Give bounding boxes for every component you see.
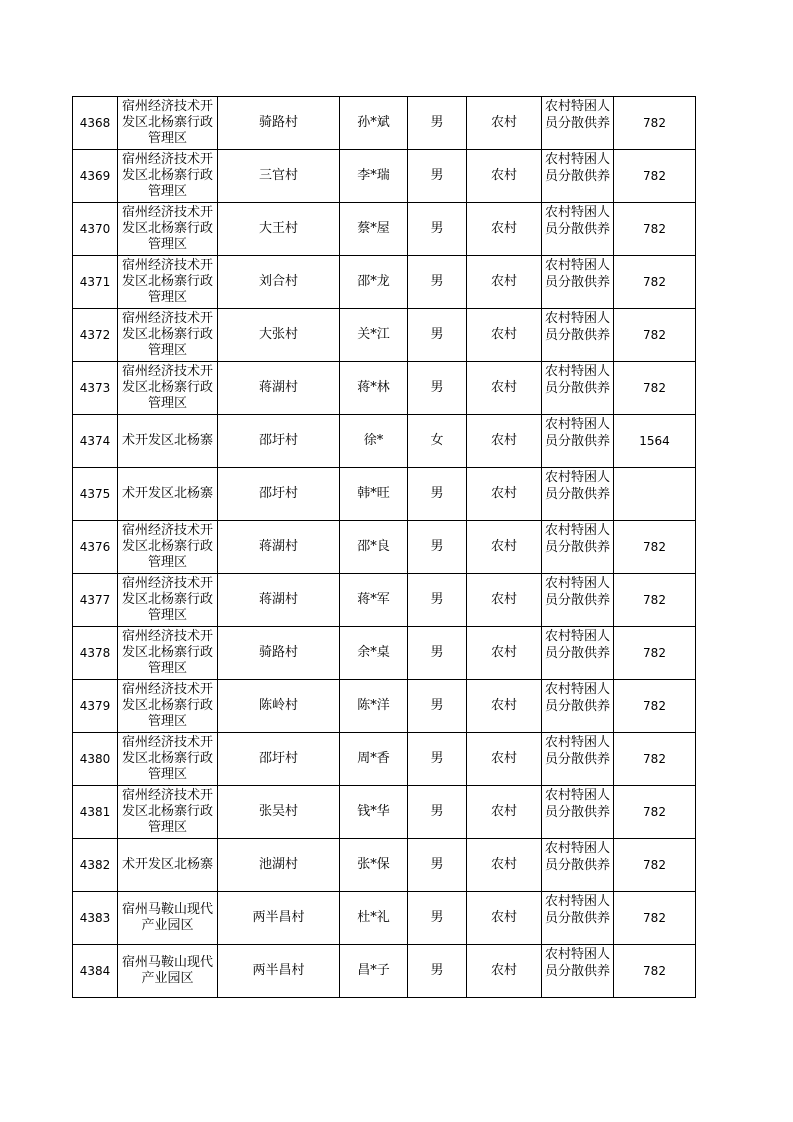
cell-support-type-text: 农村特困人员分散供养 (544, 99, 610, 131)
table-row (73, 733, 696, 786)
cell-amount: 782 (614, 521, 696, 574)
cell-support-type (542, 362, 614, 415)
table-row (73, 415, 696, 468)
cell-residence: 农村 (467, 945, 542, 998)
cell-village: 邵圩村 (218, 415, 340, 468)
cell-serial-number: 4381 (73, 786, 118, 839)
cell-support-type (542, 680, 614, 733)
cell-name: 李*瑞 (340, 150, 408, 203)
cell-village: 三官村 (218, 150, 340, 203)
cell-support-type-text: 农村特困人员分散供养 (544, 258, 610, 290)
table-row (73, 309, 696, 362)
cell-name: 杜*礼 (340, 892, 408, 945)
cell-residence: 农村 (467, 97, 542, 150)
cell-name: 余*桌 (340, 627, 408, 680)
cell-residence: 农村 (467, 521, 542, 574)
cell-name: 孙*斌 (340, 97, 408, 150)
cell-amount: 782 (614, 786, 696, 839)
cell-support-type (542, 786, 614, 839)
cell-area-text: 宿州经济技术开发区北杨寨行政管理区 (121, 788, 213, 835)
cell-village: 两半昌村 (218, 892, 340, 945)
cell-amount: 782 (614, 309, 696, 362)
relief-roster-table (72, 96, 696, 998)
cell-residence: 农村 (467, 839, 542, 892)
cell-support-type-text: 农村特困人员分散供养 (544, 311, 610, 343)
cell-name: 蔡*屋 (340, 203, 408, 256)
cell-village: 池湖村 (218, 839, 340, 892)
cell-name: 邵*龙 (340, 256, 408, 309)
table-row (73, 627, 696, 680)
cell-gender: 男 (408, 362, 467, 415)
table-row (73, 468, 696, 521)
cell-support-type (542, 733, 614, 786)
cell-support-type (542, 468, 614, 521)
cell-serial-number: 4368 (73, 97, 118, 150)
cell-serial-number: 4377 (73, 574, 118, 627)
cell-name: 陈*洋 (340, 680, 408, 733)
cell-serial-number: 4382 (73, 839, 118, 892)
cell-support-type (542, 256, 614, 309)
cell-support-type-text: 农村特困人员分散供养 (544, 364, 610, 396)
cell-amount: 782 (614, 574, 696, 627)
cell-serial-number: 4369 (73, 150, 118, 203)
table-row (73, 892, 696, 945)
cell-area (118, 256, 218, 309)
cell-village: 骑路村 (218, 97, 340, 150)
cell-serial-number: 4371 (73, 256, 118, 309)
cell-area (118, 680, 218, 733)
cell-serial-number: 4384 (73, 945, 118, 998)
cell-area (118, 309, 218, 362)
cell-support-type (542, 150, 614, 203)
cell-area (118, 574, 218, 627)
cell-residence: 农村 (467, 415, 542, 468)
cell-support-type-text: 农村特困人员分散供养 (544, 682, 610, 714)
cell-amount: 782 (614, 150, 696, 203)
cell-serial-number: 4375 (73, 468, 118, 521)
cell-amount (614, 468, 696, 521)
cell-support-type (542, 521, 614, 574)
cell-name: 蒋*军 (340, 574, 408, 627)
cell-gender: 男 (408, 468, 467, 521)
cell-amount: 782 (614, 97, 696, 150)
cell-area-text: 宿州经济技术开发区北杨寨行政管理区 (121, 311, 213, 358)
cell-area (118, 786, 218, 839)
cell-support-type-text: 农村特困人员分散供养 (544, 470, 610, 502)
cell-support-type-text: 农村特困人员分散供养 (544, 841, 610, 873)
cell-residence: 农村 (467, 362, 542, 415)
cell-area-text: 宿州经济技术开发区北杨寨行政管理区 (121, 629, 213, 676)
cell-support-type (542, 203, 614, 256)
cell-support-type-text: 农村特困人员分散供养 (544, 788, 610, 820)
cell-amount: 782 (614, 892, 696, 945)
cell-amount: 782 (614, 256, 696, 309)
cell-serial-number: 4374 (73, 415, 118, 468)
cell-serial-number: 4372 (73, 309, 118, 362)
cell-area-text: 宿州经济技术开发区北杨寨行政管理区 (121, 152, 213, 199)
table-row (73, 786, 696, 839)
cell-area-text: 宿州经济技术开发区北杨寨行政管理区 (121, 735, 213, 782)
table-body (73, 97, 696, 998)
cell-support-type-text: 农村特困人员分散供养 (544, 947, 610, 979)
cell-residence: 农村 (467, 256, 542, 309)
cell-village: 陈岭村 (218, 680, 340, 733)
cell-serial-number: 4383 (73, 892, 118, 945)
cell-name: 关*江 (340, 309, 408, 362)
cell-village: 张吴村 (218, 786, 340, 839)
cell-support-type-text: 农村特困人员分散供养 (544, 523, 610, 555)
cell-area-text: 宿州经济技术开发区北杨寨行政管理区 (121, 576, 213, 623)
table-row (73, 362, 696, 415)
cell-gender: 男 (408, 680, 467, 733)
cell-gender: 男 (408, 733, 467, 786)
cell-amount: 1564 (614, 415, 696, 468)
cell-area (118, 468, 218, 521)
cell-area-text: 宿州经济技术开发区北杨寨行政管理区 (121, 682, 213, 729)
cell-name: 邵*良 (340, 521, 408, 574)
cell-village: 刘合村 (218, 256, 340, 309)
cell-village: 蒋湖村 (218, 574, 340, 627)
cell-name: 昌*子 (340, 945, 408, 998)
cell-village: 大王村 (218, 203, 340, 256)
cell-name: 徐* (340, 415, 408, 468)
table-row (73, 150, 696, 203)
cell-village: 蒋湖村 (218, 362, 340, 415)
cell-support-type-text: 农村特困人员分散供养 (544, 629, 610, 661)
cell-amount: 782 (614, 733, 696, 786)
cell-area (118, 150, 218, 203)
cell-gender: 男 (408, 627, 467, 680)
cell-gender: 男 (408, 203, 467, 256)
cell-area (118, 627, 218, 680)
cell-support-type-text: 农村特困人员分散供养 (544, 205, 610, 237)
cell-area (118, 97, 218, 150)
cell-amount: 782 (614, 945, 696, 998)
cell-area-text: 宿州马鞍山现代产业园区 (121, 955, 213, 986)
table-row (73, 945, 696, 998)
cell-village: 大张村 (218, 309, 340, 362)
cell-gender: 男 (408, 574, 467, 627)
cell-support-type-text: 农村特困人员分散供养 (544, 576, 610, 608)
table-row (73, 521, 696, 574)
cell-support-type (542, 309, 614, 362)
cell-gender: 男 (408, 150, 467, 203)
cell-support-type (542, 97, 614, 150)
cell-amount: 782 (614, 203, 696, 256)
cell-residence: 农村 (467, 892, 542, 945)
cell-residence: 农村 (467, 680, 542, 733)
cell-serial-number: 4380 (73, 733, 118, 786)
cell-gender: 男 (408, 945, 467, 998)
table-row (73, 574, 696, 627)
cell-gender: 男 (408, 892, 467, 945)
cell-gender: 女 (408, 415, 467, 468)
cell-support-type-text: 农村特困人员分散供养 (544, 735, 610, 767)
cell-residence: 农村 (467, 150, 542, 203)
cell-residence: 农村 (467, 627, 542, 680)
cell-area-text: 术开发区北杨寨 (121, 857, 213, 872)
cell-area-text: 宿州经济技术开发区北杨寨行政管理区 (121, 99, 213, 146)
cell-area (118, 733, 218, 786)
cell-amount: 782 (614, 362, 696, 415)
cell-residence: 农村 (467, 203, 542, 256)
cell-residence: 农村 (467, 309, 542, 362)
cell-gender: 男 (408, 521, 467, 574)
cell-area (118, 203, 218, 256)
cell-gender: 男 (408, 786, 467, 839)
cell-area-text: 宿州马鞍山现代产业园区 (121, 902, 213, 933)
table-row (73, 256, 696, 309)
cell-serial-number: 4373 (73, 362, 118, 415)
cell-support-type-text: 农村特困人员分散供养 (544, 152, 610, 184)
cell-serial-number: 4378 (73, 627, 118, 680)
cell-support-type (542, 892, 614, 945)
cell-name: 张*保 (340, 839, 408, 892)
cell-village: 蒋湖村 (218, 521, 340, 574)
cell-area (118, 362, 218, 415)
cell-support-type (542, 415, 614, 468)
cell-area-text: 宿州经济技术开发区北杨寨行政管理区 (121, 364, 213, 411)
cell-serial-number: 4376 (73, 521, 118, 574)
cell-gender: 男 (408, 97, 467, 150)
cell-amount: 782 (614, 680, 696, 733)
cell-serial-number: 4370 (73, 203, 118, 256)
cell-name: 钱*华 (340, 786, 408, 839)
cell-village: 两半昌村 (218, 945, 340, 998)
cell-support-type-text: 农村特困人员分散供养 (544, 417, 610, 449)
cell-area (118, 415, 218, 468)
cell-support-type (542, 574, 614, 627)
cell-amount: 782 (614, 627, 696, 680)
cell-area (118, 945, 218, 998)
table-row (73, 203, 696, 256)
cell-village: 骑路村 (218, 627, 340, 680)
table-row (73, 839, 696, 892)
cell-area-text: 宿州经济技术开发区北杨寨行政管理区 (121, 205, 213, 252)
cell-gender: 男 (408, 309, 467, 362)
cell-name: 蒋*林 (340, 362, 408, 415)
cell-area-text: 术开发区北杨寨 (121, 486, 213, 501)
cell-amount: 782 (614, 839, 696, 892)
cell-support-type (542, 839, 614, 892)
cell-name: 韩*旺 (340, 468, 408, 521)
cell-serial-number: 4379 (73, 680, 118, 733)
table-row (73, 97, 696, 150)
cell-support-type (542, 627, 614, 680)
cell-residence: 农村 (467, 786, 542, 839)
cell-area (118, 521, 218, 574)
cell-area (118, 839, 218, 892)
cell-area-text: 宿州经济技术开发区北杨寨行政管理区 (121, 258, 213, 305)
cell-residence: 农村 (467, 468, 542, 521)
cell-support-type-text: 农村特困人员分散供养 (544, 894, 610, 926)
cell-support-type (542, 945, 614, 998)
cell-area (118, 892, 218, 945)
table-row (73, 680, 696, 733)
cell-village: 邵圩村 (218, 733, 340, 786)
cell-residence: 农村 (467, 733, 542, 786)
cell-name: 周*香 (340, 733, 408, 786)
cell-gender: 男 (408, 839, 467, 892)
cell-residence: 农村 (467, 574, 542, 627)
cell-village: 邵圩村 (218, 468, 340, 521)
cell-area-text: 宿州经济技术开发区北杨寨行政管理区 (121, 523, 213, 570)
cell-area-text: 术开发区北杨寨 (121, 433, 213, 448)
cell-gender: 男 (408, 256, 467, 309)
